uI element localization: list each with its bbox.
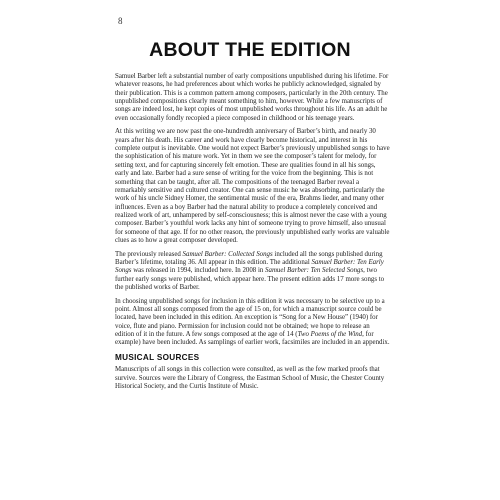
book-title: Samuel Barber: Ten Selected Songs <box>265 267 364 275</box>
paragraph-intro-4 <box>115 298 390 348</box>
paragraph-text: was released in 1994, included here. In 2008 in <box>131 267 266 275</box>
paragraph-text: , two further early songs were published, which appear here. The present edition adds 17 more songs to the published works of Barber. <box>115 267 385 292</box>
page-title: ABOUT THE EDITION <box>149 39 351 61</box>
body-text <box>115 73 390 397</box>
book-title: Samuel Barber: Ten Early Songs <box>115 259 384 275</box>
paragraph-intro-1 <box>115 73 390 123</box>
paragraph-text: Manuscripts of all songs in this collection were consulted, as well as the few marked proofs that survive. Sources were the Library of Congress, the Eastman School of Music, the Chester County Historical Society, and the Curtis Institute of Music. <box>115 366 385 390</box>
paragraph-sources <box>115 366 390 391</box>
paragraph-text: In choosing unpublished songs for inclusion in this edition it was necessary to be selective up to a point. Almost all songs composed from the age of 15 on, for which a manuscript source could be located, have been included in this edition. An exception is “Song for a New House” (1940) for voice, flute and piano. Permission for inclusion could not be obtained; we hope to release an edition of it in the future. A few songs composed at the age of 14 ( <box>115 297 385 339</box>
paragraph-intro-2 <box>115 128 390 245</box>
paragraph-intro-3 <box>115 251 390 293</box>
paragraph-text: Samuel Barber left a substantial number of early compositions unpublished during his lifetime. For whatever reasons, he had preferences about which works he publicly acknowledged, signaled by their publication. This is a common pattern among composers, particularly in the 20th century. The unpublished compositions clearly meant something to him, however. While a few manuscripts of songs are indeed lost, he kept copies of most unpublished works throughout his life. As an adult he even occasionally fondly recopied a piece composed in childhood or his teenage years. <box>115 73 389 122</box>
paragraph-text: included all the songs published during Barber’s lifetime, totaling 36. All appear in this edition. The additional <box>115 250 383 266</box>
paragraph-text: , for example) have been included. As samplings of earlier work, facsimiles are included in an appendix. <box>115 331 390 347</box>
paragraph-text: The previously released <box>115 250 183 258</box>
paragraph-text: At this writing we are now past the one-hundredth anniversary of Barber’s birth, and nearly 30 years after his death. His career and work have clearly become historical, and interest in his complete output is inevitable. One would not expect Barber’s previously unpublished songs to have the sophistication of his mature work. Yet in them we see the composer’s talent for melody, for setting text, and for capturing sincerely felt emotion. These are qualities found in all his songs, early and late. Barber had a sure sense of writing for the voice from the beginning. This is not something that can be taught, after all. The compositions of the teenaged Barber reveal a remarkably sensitive and cultured creator. One can sense music he was absorbing, particularly the work of his uncle Sidney Homer, the sentimental music of the era, Brahms lieder, and many other influences. Even as a boy Barber had the natural ability to produce a completely conceived and realized work of art, unhampered by self-consciousness; this is almost never the case with a young composer. Barber’s youthful work lacks any hint of someone trying to prove himself, also unusual for someone of that age. If for no other reason, the previously unpublished early works are valuable clues as to how a great composer developed. <box>115 128 390 244</box>
work-title: Two Poems of the Wind <box>297 331 363 339</box>
section-heading-musical-sources: MUSICAL SOURCES <box>115 352 200 362</box>
book-title: Samuel Barber: Collected Songs <box>182 250 273 258</box>
page-number: 8 <box>118 16 123 26</box>
